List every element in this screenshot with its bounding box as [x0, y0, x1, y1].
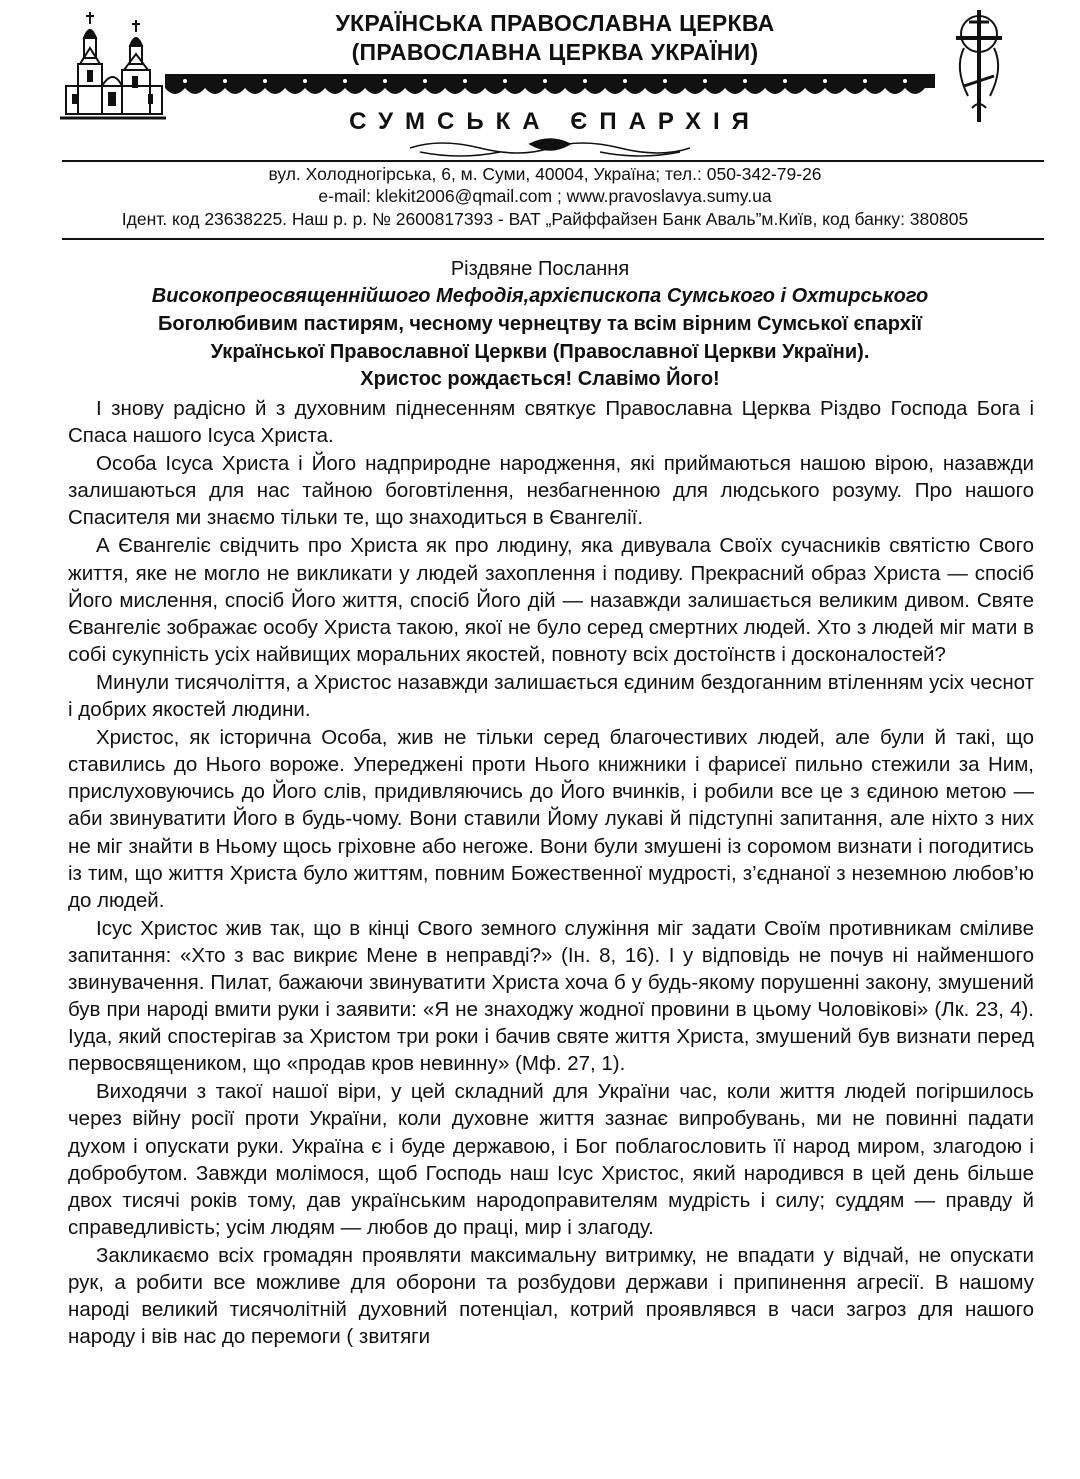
orthodox-cross-icon	[944, 8, 1014, 126]
header-rule-bottom	[62, 238, 1044, 240]
message-body	[68, 395, 1034, 1351]
paragraph: А Євангеліє свідчить про Христа як про людину, яка дивувала Своїх сучасників святістю Свого життя, яке не могло не викликати у людей захоплення і подиву. Прекрасний образ Христа — спосіб Його мислення, спосіб Його життя, спосіб Його дій — назавжди залишається великим дивом. Святе Євангеліє зображає особу Христа такою, якої не було серед смертних людей. Хто з людей міг мати в собі сукупність усіх найвищих моральних якостей, повноту всіх достоїнств і досконалостей?	[68, 534, 1034, 666]
paragraph: Закликаємо всіх громадян проявляти максимальну витримку, не впадати у відчай, не опускати рук, а робити все можливе для оборони та розбудови держави і припинення агресії. В нашому народі великий тисячолітній духовний потенціал, котрий проявлявся в часи загроз для нашого народу і вів нас до перемоги ( звитяги	[68, 1243, 1034, 1349]
paragraph: Особа Ісуса Христа і Його надприродне народження, які приймаються нашою вірою, назавжди залишаються для нас тайною боговтілення, незбагненною для людського розуму. Про нашого Спасителя ми знаємо тільки те, що знаходиться в Євангелії.	[68, 452, 1034, 530]
paragraph: Минули тисячоліття, а Христос назавжди залишається єдиним бездоганним втіленням усіх чеснот і добрих якостей людини.	[68, 670, 1034, 722]
addressees-line2: Української Православної Церкви (Православної Церкви України).	[210, 341, 870, 363]
ornament-band	[165, 74, 935, 100]
paragraph: Ісус Христос жив так, що в кінці Свого земного служіння міг задати Своїм противникам сміливе запитання: «Хто з вас викриє Мене в неправді?» (Ін. 8, 16). І у відповідь не почув ні найменшого звинувачення. Пилат, бажаючи звинуватити Христа хоча б у будь-якому порушенні закону, змушений був при народі вмити руки і заявити: «Я не знаходжу жодної провини в цьому Чоловікові» (Лк. 23, 4). Іуда, який спостерігав за Христом три роки і бачив святе життя Христа, змушений був визнати перед первосвящеником, що «продав кров невинну» (Мф. 27, 1).	[68, 916, 1034, 1076]
greeting: Христос рождається! Славімо Його!	[360, 368, 720, 390]
addressees-line1: Боголюбивим пастирям, чесному чернецтву та всім вірним Сумської єпархії	[158, 313, 922, 335]
eparchy-name: СУМСЬКА ЄПАРХІЯ	[349, 108, 761, 135]
document-author: Високопреосвященнійшого Мефодія,архієпископа Сумського і Охтирського	[151, 285, 929, 307]
address-line: вул. Холодногірська, 6, м. Суми, 40004, Україна; тел.: 050-342-79-26	[268, 164, 822, 184]
church-name-line2: (ПРАВОСЛАВНА ЦЕРКВА УКРАЇНИ)	[351, 39, 759, 65]
church-icon	[58, 8, 168, 126]
letterhead	[0, 0, 1080, 250]
document-heading: Різдвяне Послання	[450, 258, 630, 280]
church-name-line1: УКРАЇНСЬКА ПРАВОСЛАВНА ЦЕРКВА	[335, 10, 775, 36]
contacts-line: e-mail: klekit2006@qmail.com ; www.pravoslavya.sumy.ua	[318, 186, 772, 206]
paragraph: Виходячи з такої нашої віри, у цей складний для України час, коли життя людей погіршилось через війну росії проти України, коли духовне життя зазнає випробувань, ми не повинні падати духом і опускати руки. Україна є і буде державою, і Бог поблагословить її народ миром, злагодою і добробутом. Завжди молімося, щоб Господь наш Ісус Христос, який народився в цей день більше двох тисячі років тому, дав українським народоправителям мудрість і силу; суддям — правду й справедливість; усім людям — любов до праці, мир і злагоду.	[68, 1080, 1034, 1239]
flourish-divider	[400, 134, 700, 162]
header-rule-top	[62, 160, 1044, 162]
paragraph: І знову радісно й з духовним піднесенням святкує Православна Церква Різдво Господа Бога і Спаса нашого Ісуса Христа.	[68, 397, 1034, 448]
paragraph: Христос, як історична Особа, жив не тільки серед благочестивих людей, але були й такі, що ставились до Нього вороже. Упереджені проти Нього книжники і фарисеї пильно стежили за Ним, прислуховуючись до Його слів, придивляючись до Його вчинків, і робили все це з єдиною метою — аби звинуватити Його в будь-чому. Вони ставили Йому лукаві й підступні запитання, але ніхто з них не міг знайти в Ньому щось гріховне або негоже. Вони були змушені із соромом визнати і погодитись із тим, що життя Христа було життям, повним Божественної мудрості, з’єднаної з неземною любов’ю до людей.	[68, 726, 1034, 912]
bank-details-line: Ідент. код 23638225. Наш р. р. № 2600817393 - ВАТ „Райффайзен Банк Аваль”м.Київ, код банку: 380805	[121, 209, 969, 229]
